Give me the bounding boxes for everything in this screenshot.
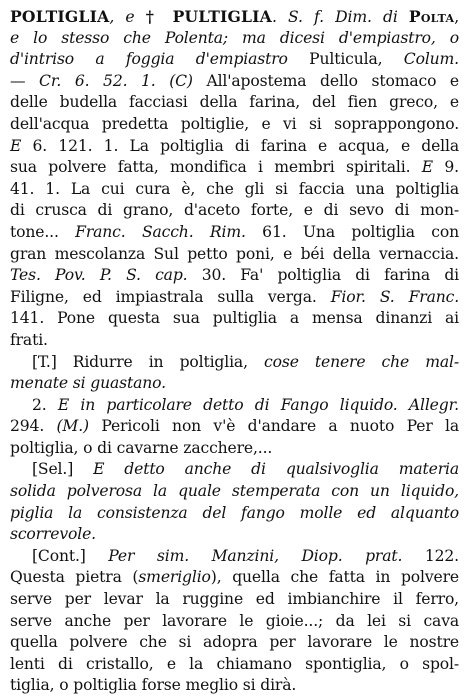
text-span: 30. Fa' poltiglia di farina di — [187, 266, 459, 285]
text-line — [10, 244, 459, 266]
text-span: Filigne, ed impiastrala sulla verga. — [10, 287, 331, 306]
italic-text: , e — [109, 8, 146, 26]
italic-text: cose tenere che mal- — [264, 352, 459, 371]
text-line — [10, 71, 459, 93]
text-span: ), quella che fatta in polvere — [210, 568, 459, 587]
text-span: Pericoli non v'è d'andare a nuoto Per la — [88, 417, 459, 436]
text-span: [Sel.] — [32, 460, 94, 479]
text-line — [10, 330, 459, 352]
text-span: All'apostema dello stomaco e — [192, 71, 460, 90]
text-line — [10, 567, 459, 589]
text-span: serve anche per lavorare le gioie...; da lei si cava — [10, 611, 459, 630]
headword: Polta — [408, 7, 455, 26]
headword: POLTIGLIA — [10, 7, 110, 26]
text-line — [10, 136, 459, 158]
text-line — [10, 265, 459, 287]
italic-text: E — [421, 158, 434, 177]
text-line — [10, 157, 459, 179]
text-line — [10, 675, 459, 697]
italic-text: smeriglio — [138, 568, 211, 587]
italic-text: Colum. — [403, 50, 459, 69]
text-line — [10, 92, 459, 114]
italic-text: Tes. Pov. P. S. cap. — [10, 266, 188, 285]
text-line — [10, 416, 459, 438]
text-span: Questa pietra ( — [10, 568, 139, 587]
text-span: tiglia, o poltiglia forse meglio si dirà. — [10, 676, 297, 695]
text-span: Pulticula, — [287, 50, 404, 69]
text-span: 6. 121. 1. La poltiglia di farina e acqua, e della — [21, 136, 459, 155]
text-span: sua polvere fatta, mondifica i membri spiritali. — [10, 158, 422, 177]
text-span: quella polvere che si adopra per lavorare le nostre — [10, 633, 459, 652]
text-span: 61. Una poltiglia con — [245, 222, 459, 241]
italic-text: e lo stesso che Polenta; ma dicesi d'empiastro, o — [10, 28, 459, 47]
text-span: [T.] Ridurre in poltiglia, — [32, 352, 265, 371]
italic-text: Fior. S. Franc. — [330, 287, 459, 306]
dictionary-entry — [10, 0, 459, 697]
text-line — [10, 589, 459, 611]
text-span: [Cont.] — [32, 546, 109, 565]
italic-text: E in particolare detto di Fango liquido. Allegr. — [57, 395, 459, 414]
italic-text: E — [10, 136, 22, 155]
text-span: serve per levar la ruggine ed imbianchire il ferro, — [10, 590, 459, 609]
headword: † PULTIGLIA — [145, 7, 272, 26]
text-line — [10, 459, 459, 481]
italic-text: scorrevole. — [10, 525, 96, 544]
text-span: frati. — [10, 330, 48, 349]
text-span: delle budella facciasi della farina, del fien greco, e — [10, 93, 459, 112]
text-line — [10, 654, 459, 676]
text-line — [10, 632, 459, 654]
text-span: dell'acqua predetta poltiglie, e vi si soprappongono. — [10, 114, 459, 133]
italic-text: E detto anche di qualsivoglia materia — [93, 460, 459, 479]
text-line — [10, 49, 459, 71]
italic-text: . S. f. Dim. di — [271, 8, 409, 26]
text-span: 141. Pone questa sua pultiglia a mensa dinanzi ai — [10, 309, 459, 328]
italic-text: Franc. Sacch. Rim. — [75, 222, 246, 241]
text-line — [10, 287, 459, 309]
text-span: 294. — [10, 417, 57, 436]
text-line — [10, 503, 459, 525]
text-line — [10, 546, 459, 568]
italic-text: menate si guastano. — [10, 374, 166, 393]
italic-text: solida polverosa la quale stemperata con un liquido, — [10, 482, 459, 501]
italic-text: — Cr. 6. 52. 1. (C) — [10, 71, 193, 90]
text-line — [10, 611, 459, 633]
text-span: gran mescolanza Sul petto poni, e béi della vernaccia. — [10, 244, 459, 263]
text-line — [10, 308, 459, 330]
text-line — [10, 114, 459, 136]
text-span: 41. 1. La cui cura è, che gli si faccia una poltiglia — [10, 179, 459, 198]
text-span: 9. — [433, 158, 459, 177]
text-line — [10, 6, 459, 28]
text-line — [10, 222, 459, 244]
text-line — [10, 395, 459, 417]
text-line — [10, 200, 459, 222]
italic-text: d'intriso a foggia d'empiastro — [10, 50, 288, 69]
text-span: tone... — [10, 222, 76, 241]
text-span: di crusca di grano, d'aceto forte, e di sevo di mon- — [10, 201, 459, 220]
text-span: , — [454, 8, 459, 26]
text-span: lenti di cristallo, e la chiamano spontiglia, o spol- — [10, 654, 459, 673]
italic-text: (M.) — [56, 417, 89, 436]
italic-text: piglia la consistenza del fango molle ed alquanto — [10, 503, 459, 522]
text-line — [10, 481, 459, 503]
text-span: 2. — [32, 395, 58, 414]
text-line — [10, 438, 459, 460]
italic-text: Per sim. Manzini, Diop. prat. — [108, 546, 403, 565]
text-span: 122. — [402, 546, 459, 565]
text-span: poltiglia, o di cavarne zacchere,... — [10, 438, 273, 457]
text-line — [10, 373, 459, 395]
text-line — [10, 524, 459, 546]
text-line — [10, 352, 459, 374]
text-line — [10, 28, 459, 50]
text-line — [10, 179, 459, 201]
